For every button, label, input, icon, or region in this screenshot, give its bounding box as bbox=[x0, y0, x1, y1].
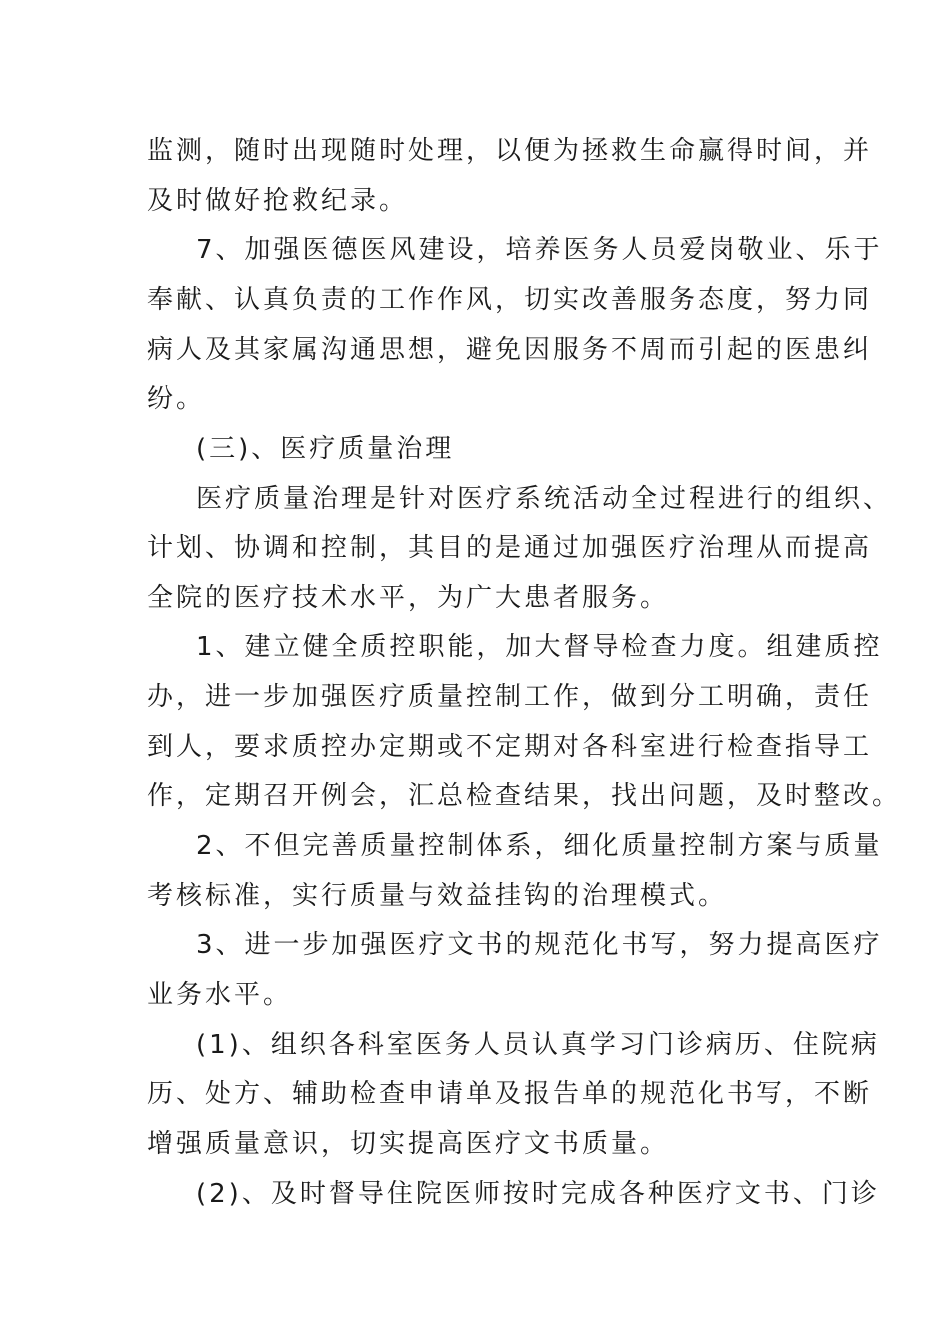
text-line: (1)、组织各科室医务人员认真学习门诊病历、住院病 bbox=[196, 1030, 880, 1060]
text-line: 全院的医疗技术水平，为广大患者服务。 bbox=[147, 583, 670, 613]
text-line: 考核标准，实行质量与效益挂钩的治理模式。 bbox=[147, 881, 728, 911]
text-line: 纷。 bbox=[147, 384, 206, 414]
text-line: 到人，要求质控办定期或不定期对各科室进行检查指导工 bbox=[147, 732, 873, 762]
text-line: 作，定期召开例会，汇总检查结果，找出问题，及时整改。 bbox=[147, 781, 902, 811]
text-line: (2)、及时督导住院医师按时完成各种医疗文书、门诊 bbox=[196, 1179, 880, 1209]
section-heading: (三)、医疗质量治理 bbox=[196, 434, 455, 464]
text-line: 及时做好抢救纪录。 bbox=[147, 186, 409, 216]
text-line: 奉献、认真负责的工作作风，切实改善服务态度，努力同 bbox=[147, 285, 873, 315]
text-line: 医疗质量治理是针对医疗系统活动全过程进行的组织、 bbox=[196, 484, 893, 514]
text-line: 业务水平。 bbox=[147, 980, 293, 1010]
text-line: 病人及其家属沟通思想，避免因服务不周而引起的医患纠 bbox=[147, 335, 873, 365]
text-line: 增强质量意识，切实提高医疗文书质量。 bbox=[147, 1129, 670, 1159]
text-line: 监测，随时出现随时处理，以便为拯救生命赢得时间，并 bbox=[147, 136, 873, 166]
text-line: 办，进一步加强医疗质量控制工作，做到分工明确，责任 bbox=[147, 682, 873, 712]
text-line: 1、建立健全质控职能，加大督导检查力度。组建质控 bbox=[196, 632, 883, 662]
text-line: 历、处方、辅助检查申请单及报告单的规范化书写，不断 bbox=[147, 1079, 873, 1109]
text-line: 2、不但完善质量控制体系，细化质量控制方案与质量 bbox=[196, 831, 883, 861]
text-line: 计划、协调和控制，其目的是通过加强医疗治理从而提高 bbox=[147, 533, 873, 563]
text-line: 7、加强医德医风建设，培养医务人员爱岗敬业、乐于 bbox=[196, 235, 883, 265]
text-line: 3、进一步加强医疗文书的规范化书写，努力提高医疗 bbox=[196, 930, 883, 960]
